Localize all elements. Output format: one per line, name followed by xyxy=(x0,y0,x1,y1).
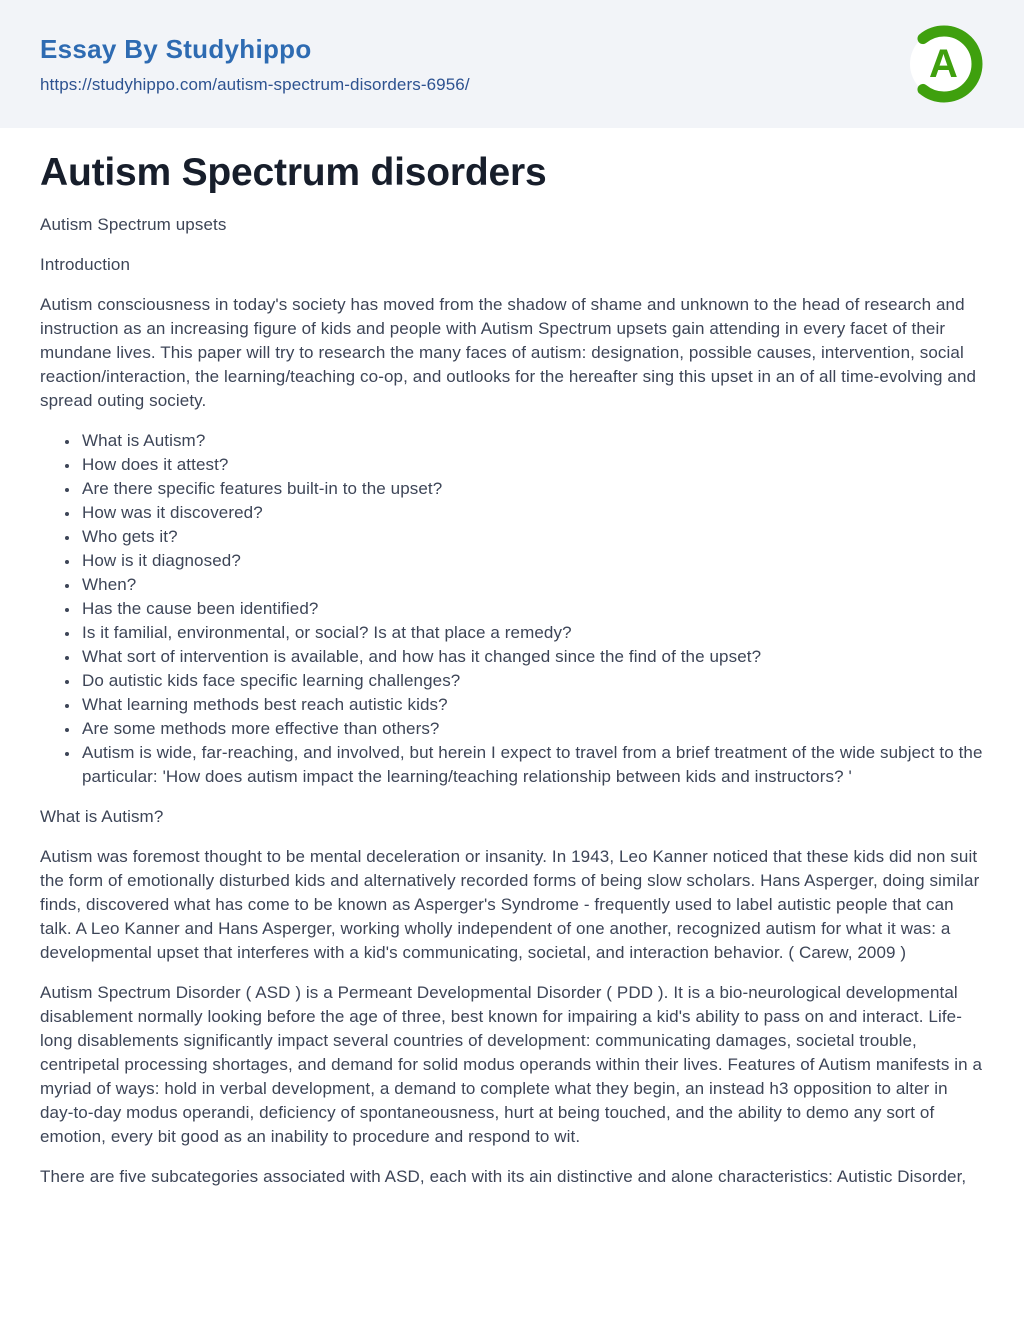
section-heading-introduction: Introduction xyxy=(40,254,131,274)
header-text-block xyxy=(40,34,470,95)
essay-url-link[interactable]: https://studyhippo.com/autism-spectrum-disorders-6956/ xyxy=(40,74,470,94)
studyhippo-logo-icon xyxy=(904,24,984,104)
essay-title: Autism Spectrum disorders xyxy=(40,151,547,194)
question-item: • When? xyxy=(80,573,984,597)
section-heading-what-is-autism: What is Autism? xyxy=(40,806,164,826)
question-item: • What learning methods best reach autistic kids? xyxy=(80,693,984,717)
question-item: • Who gets it? xyxy=(80,525,984,549)
site-header xyxy=(0,0,1024,128)
question-list xyxy=(40,429,984,789)
essay-content xyxy=(0,150,1024,1245)
question-item: • Are there specific features built-in to the upset? xyxy=(80,477,984,501)
question-item: • How does it attest? xyxy=(80,453,984,477)
question-item: • How was it discovered? xyxy=(80,501,984,525)
question-item: • Has the cause been identified? xyxy=(80,597,984,621)
question-item: • Do autistic kids face specific learning challenges? xyxy=(80,669,984,693)
question-item: • How is it diagnosed? xyxy=(80,549,984,573)
subcategories-paragraph: There are five subcategories associated with ASD, each with its ain distinctive and alone characteristics: Autistic Disorder, xyxy=(40,1166,967,1186)
question-item: • What is Autism? xyxy=(80,429,984,453)
asd-definition-paragraph: Autism Spectrum Disorder ( ASD ) is a Permeant Developmental Disorder ( PDD ). It is a bio-neurological developmental disablement normally looking before the age of three, best known for impairing a kid's ability to pass on and interact. Life-long disablements significantly impact several countries of development: communicating damages, societal trouble, centripetal processing shortages, and demand for solid modus operands within their lives. Features of Autism manifests in a myriad of ways: hold in verbal development, a demand to complete what they begin, an instead h3 opposition to alter in day-to-day modus operandi, deficiency of spontaneousness, hurt at being touched, and the ability to demo any sort of emotion, every bit good as an inability to procedure and respond to wit. xyxy=(40,982,983,1146)
history-paragraph: Autism was foremost thought to be mental deceleration or insanity. In 1943, Leo Kanner noticed that these kids did non suit the form of emotionally disturbed kids and alternatively recorded forms of being slow scholars. Hans Asperger, doing similar finds, discovered what has come to be known as Asperger's Syndrome - frequently used to label autistic people that can talk. A Leo Kanner and Hans Asperger, working wholly independent of one another, recognized autism for what it was: a developmental upset that interferes with a kid's communicating, societal, and interaction behavior. ( Carew, 2009 ) xyxy=(40,846,980,962)
question-item: • Is it familial, environmental, or social? Is at that place a remedy? xyxy=(80,621,984,645)
intro-paragraph: Autism consciousness in today's society has moved from the shadow of shame and unknown to the head of research and instruction as an increasing figure of kids and people with Autism Spectrum upsets gain attending in every facet of their mundane lives. This paper will try to research the many faces of autism: designation, possible causes, intervention, social reaction/interaction, the learning/teaching co-op, and outlooks for the hereafter sing this upset in an of all time-evolving and spread outing society. xyxy=(40,294,977,410)
question-item: • Autism is wide, far-reaching, and involved, but herein I expect to travel from a brief treatment of the wide subject to the particular: 'How does autism impact the learning/teaching relationship between kids and instructors? ' xyxy=(80,741,984,789)
question-item: • Are some methods more effective than others? xyxy=(80,717,984,741)
logo-letter: A xyxy=(928,42,958,86)
site-title: Essay By Studyhippo xyxy=(40,33,312,64)
question-item: • What sort of intervention is available, and how has it changed since the find of the upset? xyxy=(80,645,984,669)
essay-subtitle: Autism Spectrum upsets xyxy=(40,214,227,234)
